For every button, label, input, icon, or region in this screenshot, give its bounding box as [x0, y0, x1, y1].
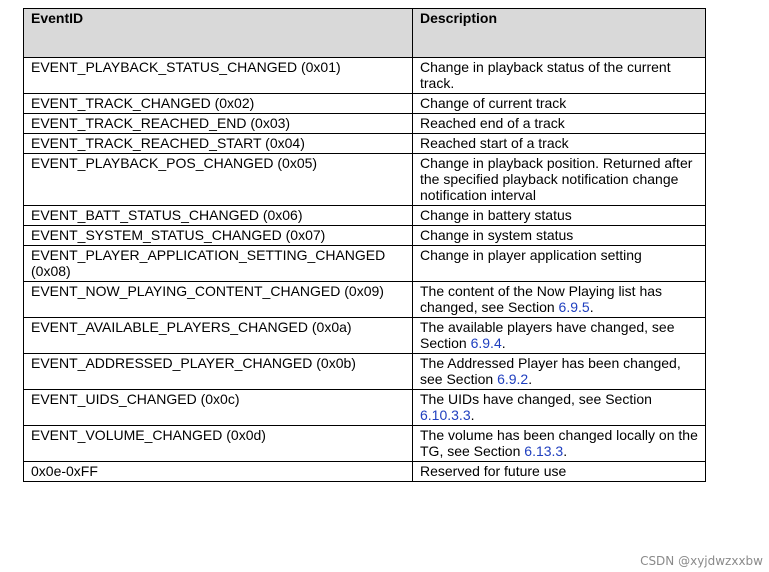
section-link[interactable]: 6.9.2 [497, 371, 529, 387]
table-row [24, 94, 706, 114]
table-row [24, 354, 706, 390]
table-row [24, 206, 706, 226]
event-id-cell: EVENT_PLAYBACK_POS_CHANGED (0x05) [24, 154, 413, 206]
table-row [24, 154, 706, 206]
event-id-cell: EVENT_TRACK_REACHED_END (0x03) [24, 114, 413, 134]
description-cell [413, 390, 706, 426]
event-id-cell: EVENT_PLAYER_APPLICATION_SETTING_CHANGED (0x08) [24, 246, 413, 282]
section-link[interactable]: 6.10.3.3 [420, 407, 471, 423]
description-text: Reached start of a track [420, 135, 569, 151]
description-cell [413, 94, 706, 114]
table-row [24, 282, 706, 318]
event-id-cell: EVENT_VOLUME_CHANGED (0x0d) [24, 426, 413, 462]
section-link[interactable]: 6.13.3 [524, 443, 564, 459]
event-id-cell: EVENT_SYSTEM_STATUS_CHANGED (0x07) [24, 226, 413, 246]
header-description: Description [413, 9, 706, 58]
description-text: The UIDs have changed, see Section [420, 391, 652, 407]
table-row [24, 114, 706, 134]
description-text: Change in player application setting [420, 247, 642, 263]
section-link[interactable]: 6.9.5 [558, 299, 590, 315]
description-tail: . [470, 407, 475, 423]
event-id-cell: EVENT_PLAYBACK_STATUS_CHANGED (0x01) [24, 58, 413, 94]
description-cell [413, 426, 706, 462]
section-link[interactable]: 6.9.4 [470, 335, 502, 351]
table-row [24, 390, 706, 426]
description-text: Change of current track [420, 95, 567, 111]
table-header-row [24, 9, 706, 58]
event-id-cell: EVENT_UIDS_CHANGED (0x0c) [24, 390, 413, 426]
description-cell [413, 114, 706, 134]
table-row [24, 134, 706, 154]
description-text: Change in battery status [420, 207, 572, 223]
event-id-cell: EVENT_BATT_STATUS_CHANGED (0x06) [24, 206, 413, 226]
event-table [23, 8, 706, 482]
description-cell [413, 154, 706, 206]
event-id-cell: EVENT_TRACK_REACHED_START (0x04) [24, 134, 413, 154]
event-id-cell: EVENT_TRACK_CHANGED (0x02) [24, 94, 413, 114]
description-cell [413, 134, 706, 154]
table-row [24, 226, 706, 246]
description-text: Reserved for future use [420, 463, 567, 479]
description-text: Reached end of a track [420, 115, 565, 131]
description-cell [413, 58, 706, 94]
table-row [24, 58, 706, 94]
description-tail: . [589, 299, 594, 315]
description-tail: . [563, 443, 568, 459]
table-row [24, 426, 706, 462]
event-id-cell: 0x0e-0xFF [24, 462, 413, 482]
description-text: The available players have changed, see Section [420, 319, 675, 351]
description-tail: . [528, 371, 533, 387]
header-event-id: EventID [24, 9, 413, 58]
event-id-cell: EVENT_ADDRESSED_PLAYER_CHANGED (0x0b) [24, 354, 413, 390]
table-row [24, 246, 706, 282]
description-text: The Addressed Player has been changed, see Section [420, 355, 681, 387]
description-cell [413, 226, 706, 246]
event-id-cell: EVENT_AVAILABLE_PLAYERS_CHANGED (0x0a) [24, 318, 413, 354]
description-cell [413, 354, 706, 390]
description-cell [413, 318, 706, 354]
table-row [24, 462, 706, 482]
description-text: The content of the Now Playing list has changed, see Section [420, 283, 663, 315]
description-cell [413, 206, 706, 226]
description-tail: . [501, 335, 506, 351]
event-id-cell: EVENT_NOW_PLAYING_CONTENT_CHANGED (0x09) [24, 282, 413, 318]
watermark: CSDN @xyjdwzxxbw [640, 554, 763, 568]
description-cell [413, 246, 706, 282]
description-text: The volume has been changed locally on the TG, see Section [420, 427, 698, 459]
description-text: Change in playback position. Returned after the specified playback notification change notification interval [420, 155, 693, 203]
table-row [24, 318, 706, 354]
description-cell [413, 282, 706, 318]
description-text: Change in playback status of the current track. [420, 59, 671, 91]
description-text: Change in system status [420, 227, 574, 243]
description-cell [413, 462, 706, 482]
